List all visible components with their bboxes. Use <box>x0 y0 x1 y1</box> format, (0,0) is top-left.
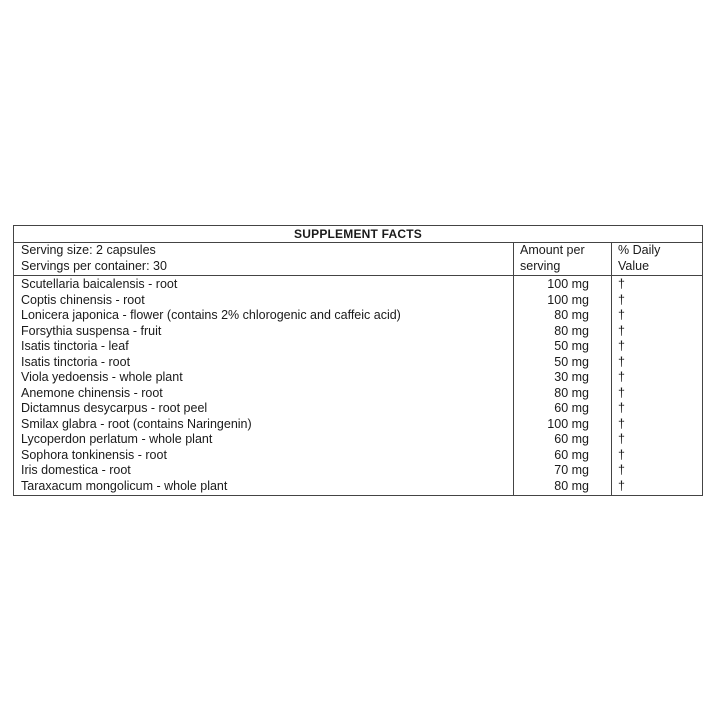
ingredient-daily-value: † <box>618 401 625 415</box>
ingredient-amount: 70 mg <box>554 463 589 477</box>
table-title: SUPPLEMENT FACTS <box>14 226 702 243</box>
ingredient-amount: 100 mg <box>547 416 589 431</box>
ingredient-amount: 60 mg <box>554 432 589 446</box>
ingredient-name: Taraxacum mongolicum - whole plant <box>21 478 228 493</box>
ingredient-daily-value: † <box>618 323 625 338</box>
ingredient-name: Viola yedoensis - whole plant <box>21 370 183 384</box>
ingredient-amount: 80 mg <box>554 323 589 338</box>
ingredient-name: Coptis chinensis - root <box>21 292 145 307</box>
ingredient-amount: 30 mg <box>554 370 589 384</box>
ingredient-name: Anemone chinensis - root <box>21 385 163 400</box>
ingredient-amount: 100 mg <box>547 277 589 291</box>
ingredient-name: Dictamnus desycarpus - root peel <box>21 401 208 415</box>
ingredient-daily-value: † <box>618 447 625 462</box>
ingredient-name: Smilax glabra - root (contains Naringenin) <box>21 416 252 431</box>
ingredient-amount: 60 mg <box>554 401 589 415</box>
ingredient-daily-value: † <box>618 339 625 353</box>
amount-header-line2: serving <box>520 258 561 273</box>
ingredient-daily-value: † <box>618 370 625 384</box>
serving-size: Serving size: 2 capsules <box>21 243 156 257</box>
ingredient-daily-value: † <box>618 432 625 446</box>
ingredient-amount: 50 mg <box>554 354 589 369</box>
ingredient-amount: 100 mg <box>547 292 589 307</box>
table-body <box>14 276 702 495</box>
ingredient-name: Scutellaria baicalensis - root <box>21 277 178 291</box>
ingredient-name: Isatis tinctoria - leaf <box>21 339 129 353</box>
daily-value-column-header <box>611 243 702 276</box>
ingredient-daily-value: † <box>618 292 625 307</box>
dv-header-line2: Value <box>618 258 650 273</box>
ingredient-amount: 80 mg <box>554 308 589 322</box>
ingredient-amount: 60 mg <box>554 447 589 462</box>
ingredient-amount: 80 mg <box>554 385 589 400</box>
ingredient-names-column <box>14 276 513 495</box>
ingredient-name: Isatis tinctoria - root <box>21 354 131 369</box>
ingredient-daily-value: † <box>618 354 625 369</box>
dv-header-line1: % Daily <box>618 243 661 257</box>
ingredient-daily-value: † <box>618 463 625 477</box>
ingredient-name: Sophora tonkinensis - root <box>21 447 167 462</box>
ingredient-daily-value: † <box>618 478 625 493</box>
amount-column-header <box>513 243 611 276</box>
ingredient-amount: 80 mg <box>554 478 589 493</box>
ingredient-daily-value: † <box>618 416 625 431</box>
servings-per-container: Servings per container: 30 <box>21 258 167 273</box>
ingredient-daily-value: † <box>618 277 625 291</box>
ingredient-daily-value: † <box>618 308 625 322</box>
ingredient-name: Iris domestica - root <box>21 463 131 477</box>
ingredient-name: Lonicera japonica - flower (contains 2% chlorogenic and caffeic acid) <box>21 308 401 322</box>
amount-header-line1: Amount per <box>520 243 585 257</box>
ingredient-dv-column <box>611 276 702 495</box>
ingredient-amount: 50 mg <box>554 339 589 353</box>
ingredient-name: Lycoperdon perlatum - whole plant <box>21 432 213 446</box>
ingredient-amounts-column <box>513 276 611 495</box>
table-header <box>14 243 702 276</box>
serving-info <box>14 243 513 276</box>
ingredient-name: Forsythia suspensa - fruit <box>21 323 162 338</box>
ingredient-daily-value: † <box>618 385 625 400</box>
supplement-facts-table <box>13 225 703 496</box>
